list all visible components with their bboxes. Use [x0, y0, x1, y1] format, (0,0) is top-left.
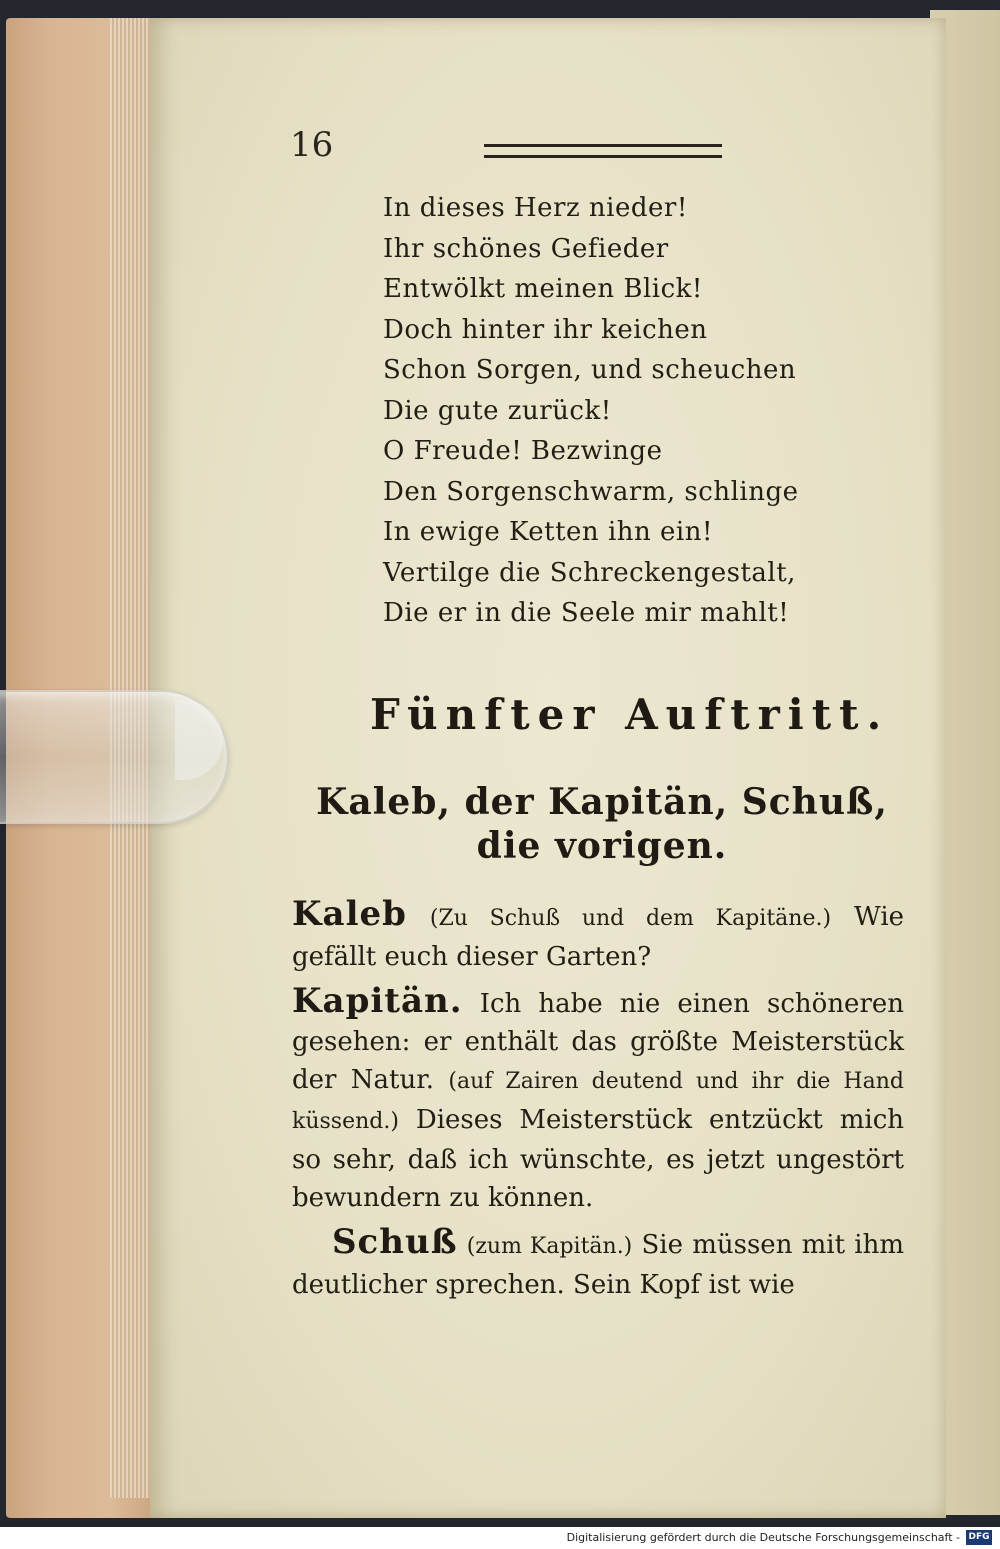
poem-line: Schon Sorgen, und scheuchen	[383, 355, 797, 385]
dialogue-text: Ich habe nie einen schöneren gesehen: er enthält das größte Meisterstück der Natur.	[292, 989, 905, 1095]
dfg-logo: DFG	[966, 1530, 992, 1545]
header-rule	[484, 144, 722, 158]
poem-line: Doch hinter ihr keichen	[383, 314, 708, 345]
poem-line: In ewige Ketten ihn ein!	[383, 517, 713, 547]
poem-line: Die er in die Seele mir mahlt!	[383, 598, 790, 628]
footer-bar	[0, 1527, 1000, 1549]
speaker-name: Kapitän.	[292, 981, 463, 1021]
poem-line: O Freude! Bezwinge	[383, 436, 663, 466]
poem-line: Ihr schönes Gefieder	[383, 233, 669, 264]
speaker-name: Kaleb	[292, 894, 407, 934]
poem	[383, 188, 843, 634]
page-number: 16	[290, 125, 334, 165]
poem-line: Den Sorgenschwarm, schlinge	[383, 476, 799, 507]
dialogue-text: Sie müssen mit ihm deutlicher sprechen. Sein Kopf ist wie	[292, 1230, 905, 1300]
dialogue	[292, 895, 904, 1310]
dialogue-text: Wie gefällt euch dieser Garten?	[292, 902, 905, 972]
poem-line: Entwölkt meinen Blick!	[383, 274, 703, 304]
dialogue-paragraph	[292, 982, 904, 1217]
poem-line: Vertilge die Schreckengestalt,	[383, 557, 796, 588]
dialogue-paragraph	[292, 895, 904, 976]
poem-line: Die gute zurück!	[383, 395, 612, 426]
poem-line: In dieses Herz nieder!	[383, 193, 688, 223]
stage-direction: (auf Zairen deutend und ihr die Hand küssend.)	[292, 1069, 904, 1134]
scene-heading: Fünfter Auftritt.	[370, 690, 890, 739]
dialogue-text: Dieses Meisterstück entzückt mich so sehr, daß ich wünschte, es jetzt ungestört bewundern zu können.	[292, 1105, 905, 1213]
stage-direction: (zum Kapitän.)	[466, 1234, 633, 1259]
dialogue-paragraph	[292, 1223, 904, 1304]
cast-list: Kaleb, der Kapitän, Schuß, die vorigen.	[316, 781, 888, 867]
stage-direction: (Zu Schuß und dem Kapitäne.)	[429, 906, 832, 931]
speaker-name: Schuß	[332, 1222, 458, 1262]
footer-credit: Digitalisierung gefördert durch die Deutsche Forschungsgemeinschaft -	[566, 1531, 960, 1544]
